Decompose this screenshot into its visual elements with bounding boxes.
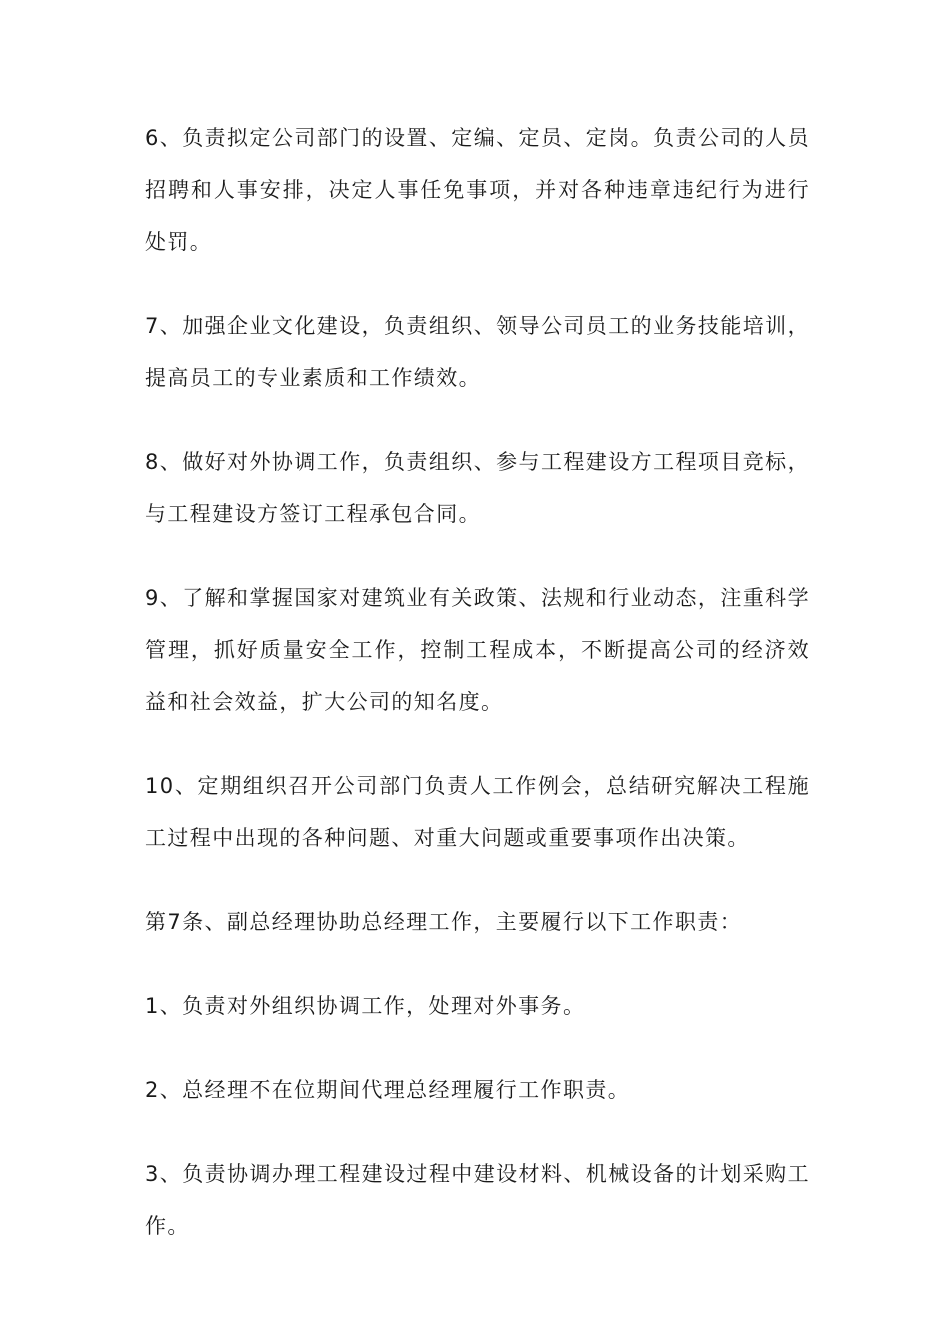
paragraph-item-1: 1、负责对外组织协调工作，处理对外事务。 bbox=[145, 994, 586, 1018]
document-body bbox=[145, 112, 810, 1284]
paragraph-item-10: 10、定期组织召开公司部门负责人工作例会，总结研究解决工程施工过程中出现的各种问题、对重大问题或重要事项作出决策。 bbox=[145, 774, 810, 850]
article-7-heading: 第7条、副总经理协助总经理工作，主要履行以下工作职责： bbox=[145, 910, 743, 934]
paragraph-item-8: 8、做好对外协调工作，负责组织、参与工程建设方工程项目竞标，与工程建设方签订工程承包合同。 bbox=[145, 450, 810, 526]
paragraph-item-3: 3、负责协调办理工程建设过程中建设材料、机械设备的计划采购工作。 bbox=[145, 1162, 810, 1238]
paragraph-item-2: 2、总经理不在位期间代理总经理履行工作职责。 bbox=[145, 1078, 631, 1102]
paragraph-item-6: 6、负责拟定公司部门的设置、定编、定员、定岗。负责公司的人员招聘和人事安排，决定人事任免事项，并对各种违章违纪行为进行处罚。 bbox=[145, 126, 810, 254]
paragraph-item-7: 7、加强企业文化建设，负责组织、领导公司员工的业务技能培训，提高员工的专业素质和工作绩效。 bbox=[145, 314, 810, 390]
paragraph-item-9: 9、了解和掌握国家对建筑业有关政策、法规和行业动态，注重科学管理，抓好质量安全工作，控制工程成本，不断提高公司的经济效益和社会效益，扩大公司的知名度。 bbox=[145, 586, 810, 714]
